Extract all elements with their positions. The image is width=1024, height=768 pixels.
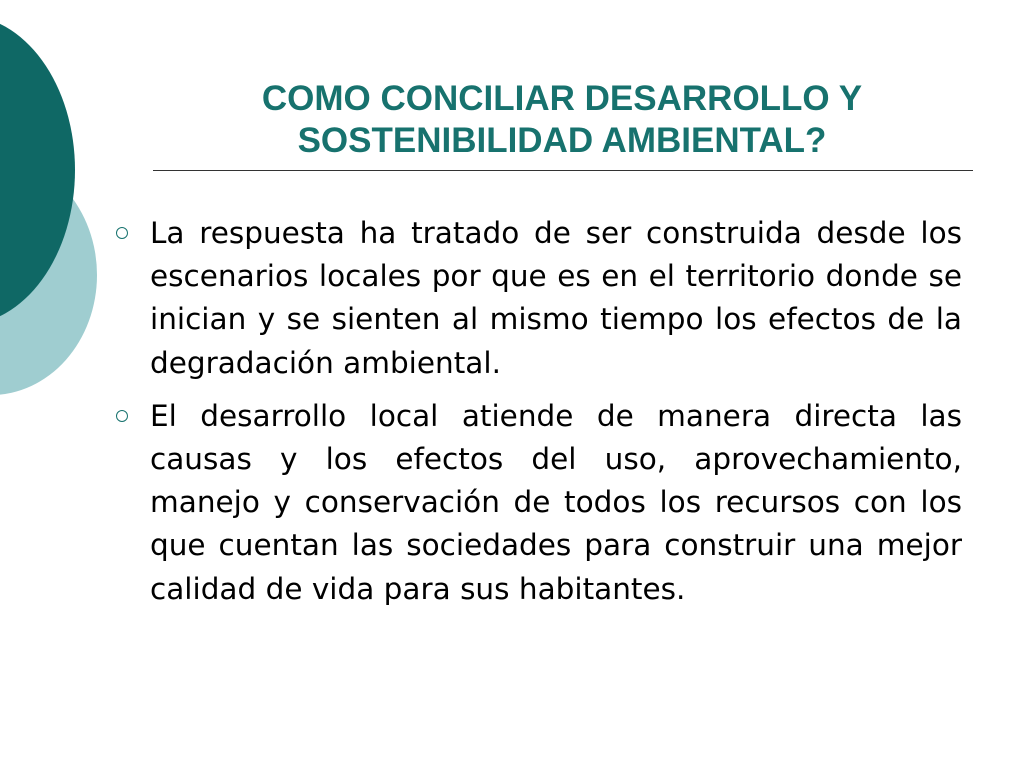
bullet-item [112, 212, 962, 385]
hollow-circle-bullet-icon [116, 227, 128, 239]
hollow-circle-bullet-icon [116, 410, 128, 422]
bullet-text: La respuesta ha tratado de ser construida desde los escenarios locales por que es en el territorio donde se inician y se sienten al mismo tiempo los efectos de la degradación ambiental. [150, 216, 962, 380]
slide-title: COMO CONCILIAR DESARROLLO Y SOSTENIBILIDAD AMBIENTAL? [261, 79, 863, 160]
bullet-text: El desarrollo local atiende de manera directa las causas y los efectos del uso, aprovechamiento, manejo y conservación de todos los recursos con los que cuentan las sociedades para construir una mejor calidad de vida para sus habitantes. [150, 398, 962, 606]
title-underline [153, 170, 973, 171]
bullet-list [112, 212, 962, 621]
bullet-item [112, 395, 962, 611]
